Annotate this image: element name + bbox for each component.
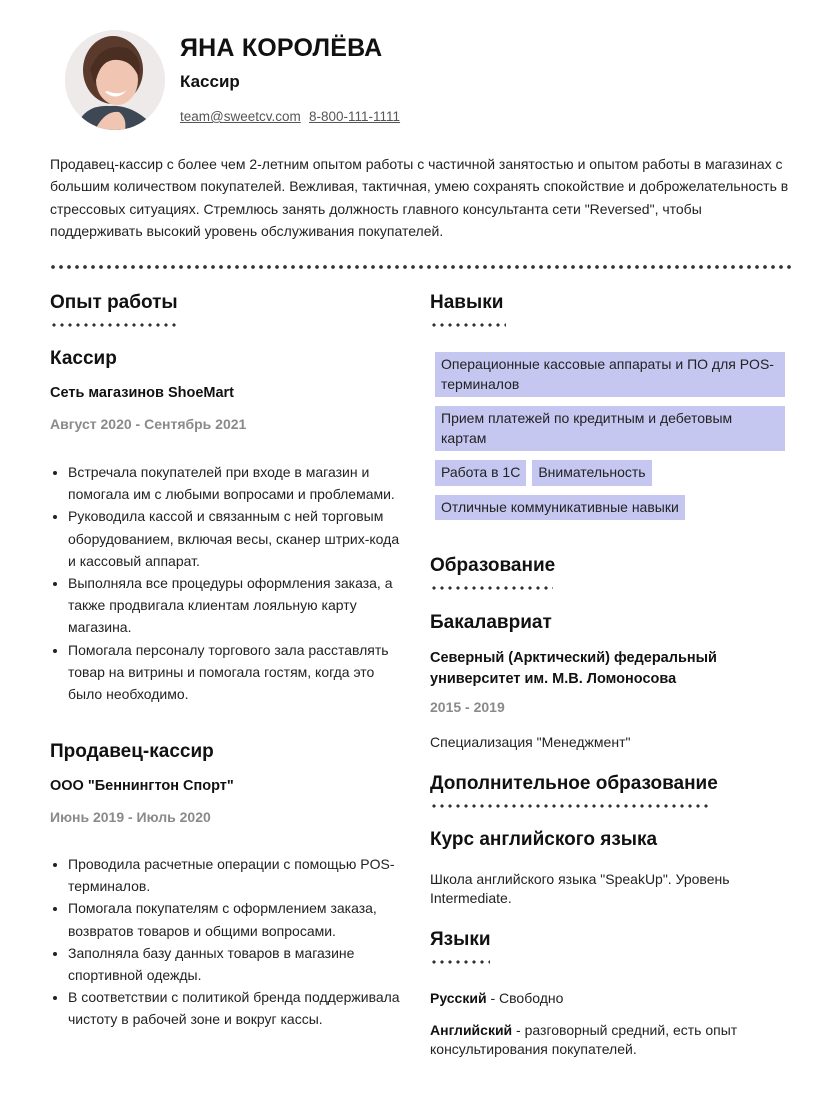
candidate-name: ЯНА КОРОЛЁВА — [180, 34, 383, 62]
skills-list — [435, 352, 790, 529]
education-heading: Образование — [430, 555, 556, 576]
profile-photo — [65, 30, 165, 130]
job-duties-list — [50, 461, 408, 705]
skills-heading-underline — [430, 323, 506, 327]
language-item — [430, 989, 775, 1008]
list-item: • Встречала покупателей при входе в магазин и помогала им с любыми вопросами и проблемами. — [68, 461, 408, 505]
job-position: Продавец-кассир — [50, 741, 214, 762]
additional-education-heading: Дополнительное образование — [430, 773, 718, 794]
job-company: ООО "Беннингтон Спорт" — [50, 778, 234, 794]
language-name: Русский — [430, 990, 487, 1006]
course-details: Школа английского языка "SpeakUp". Уровень Intermediate. — [430, 871, 730, 906]
additional-education-heading-underline — [430, 804, 712, 808]
languages-heading-underline — [430, 960, 490, 964]
experience-heading-underline — [50, 323, 178, 327]
skill-chip: Отличные коммуникативные навыки — [435, 495, 685, 521]
list-item: • Помогала персоналу торгового зала расставлять товар на витрины и помогала гостям, когда это было необходимо. — [68, 639, 408, 706]
education-dates: 2015 - 2019 — [430, 699, 505, 715]
list-item: • Заполняла базу данных товаров в магазине спортивной одежды. — [68, 942, 413, 986]
list-item: • Проводила расчетные операции с помощью POS-терминалов. — [68, 853, 413, 897]
section-divider — [49, 265, 791, 269]
list-item: • Руководила кассой и связанным с ней торговым оборудованием, включая весы, сканер штрих-кода и кассовый аппарат. — [68, 505, 408, 572]
language-level: - Свободно — [486, 990, 564, 1006]
skill-chip: Прием платежей по кредитным и дебетовым картам — [435, 406, 785, 451]
skill-chip: Внимательность — [532, 460, 651, 486]
skill-chip: Работа в 1С — [435, 460, 526, 486]
list-item: • Помогала покупателям с оформлением заказа, возвратов товаров и общими вопросами. — [68, 897, 413, 941]
education-school: Северный (Арктический) федеральный университет им. М.В. Ломоносова — [430, 650, 717, 687]
education-specialization: Специализация "Менеджмент" — [430, 734, 631, 750]
education-heading-underline — [430, 586, 553, 590]
job-company: Сеть магазинов ShoeMart — [50, 385, 235, 401]
job-duties-list — [50, 853, 413, 1031]
job-dates: Август 2020 - Сентябрь 2021 — [50, 416, 247, 432]
list-item: • Выполняла все процедуры оформления заказа, а также продвигала клиентам лояльную карту магазина. — [68, 572, 408, 639]
avatar — [65, 30, 165, 130]
language-level: - разговорный средний, есть опыт консультирования покупателей. — [430, 1022, 738, 1057]
language-name: Английский — [430, 1022, 513, 1038]
phone-link[interactable]: 8-800-111-1111 — [309, 109, 401, 124]
job-position: Кассир — [50, 348, 117, 369]
experience-heading: Опыт работы — [50, 292, 178, 313]
language-item — [430, 1021, 775, 1059]
skills-heading: Навыки — [430, 292, 504, 313]
education-degree: Бакалавриат — [430, 612, 552, 633]
skill-chip: Операционные кассовые аппараты и ПО для POS-терминалов — [435, 352, 785, 397]
candidate-title: Кассир — [180, 72, 240, 91]
languages-heading: Языки — [430, 929, 491, 950]
email-link[interactable]: team@sweetcv.com — [180, 109, 301, 124]
course-title: Курс английского языка — [430, 829, 658, 850]
list-item: • В соответствии с политикой бренда поддерживала чистоту в рабочей зоне и вокруг кассы. — [68, 986, 413, 1030]
summary-text: Продавец-кассир с более чем 2-летним опытом работы с частичной занятостью и опытом работы в магазинах с большим количеством покупателей. Вежливая, тактичная, умею сохранять спокойствие и доброжелательность в стрессовых ситуациях. Стремлюсь занять должность главного консультанта сети "Reversed", чтобы поддерживать высокий уровень обслуживания покупателей. — [50, 156, 789, 239]
job-dates: Июнь 2019 - Июль 2020 — [50, 809, 211, 825]
